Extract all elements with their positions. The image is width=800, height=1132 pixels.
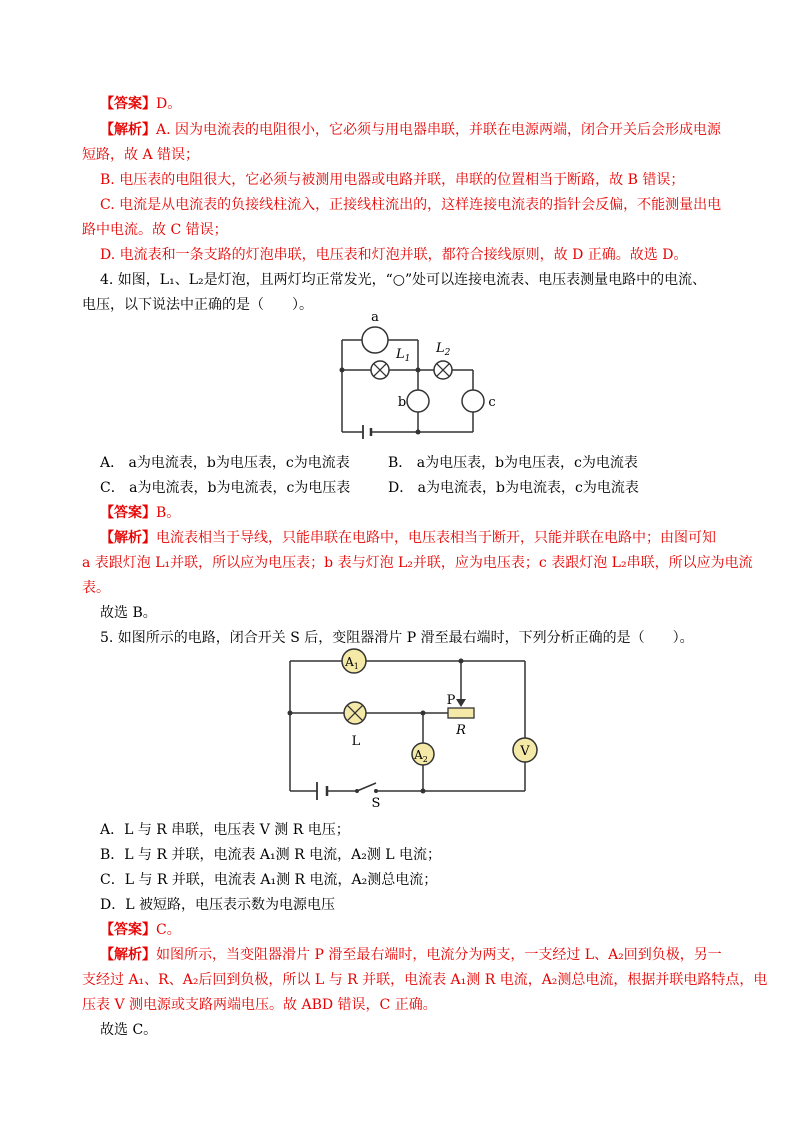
- q5-ammeter-a2-label: $A_2$: [414, 748, 428, 764]
- q4-lamp-l2: [434, 361, 452, 379]
- q5-ammeter-a1-label: $A_1$: [345, 655, 359, 671]
- q3-analysis-line-1: [100, 120, 721, 140]
- q5-voltmeter-label: V: [520, 744, 530, 759]
- q4-circuit-diagram: [330, 308, 530, 443]
- q4-meter-a-label: a: [371, 310, 379, 325]
- q5-option-d: D．L 被短路，电压表示数为电源电压: [100, 897, 335, 913]
- q5-rheostat-label: R: [456, 723, 466, 738]
- q4-analysis-tag: 【解析】: [100, 530, 156, 546]
- q3-analysis-line-6: D. 电流表和一条支路的灯泡串联，电压表和灯泡并联，都符合接线原则，故 D 正确。故选 D。: [100, 247, 688, 263]
- q5-analysis-tag: 【解析】: [100, 947, 156, 963]
- q4-meter-c-label: c: [488, 395, 496, 410]
- q5-lamp-label: L: [351, 734, 361, 749]
- q4-option-d: D． a为电流表，b为电流表，c为电流表: [388, 480, 639, 496]
- q4-answer: B。: [156, 505, 181, 521]
- q3-analysis-line-3: B. 电压表的电阻很大，它必须与被测用电器或电路并联，串联的位置相当于断路，故 B 错误；: [100, 172, 685, 188]
- q5-answer: C。: [156, 922, 181, 938]
- q5-conclusion: 故选 C。: [100, 1022, 158, 1038]
- q5-answer-line: [100, 920, 181, 940]
- q5-switch-label: S: [371, 796, 381, 811]
- q4-meter-b-label: b: [397, 395, 407, 410]
- q4-stem-line-2: 电压，以下说法中正确的是（ ）。: [82, 297, 313, 313]
- q4-option-a: A． a为电流表，b为电压表，c为电流表: [100, 455, 350, 471]
- q5-rheostat: [448, 708, 474, 718]
- q3-analysis-text-1: A. 因为电流表的电阻很小，它必须与用电器串联，并联在电源两端，闭合开关后会形成电源: [156, 122, 722, 138]
- q4-answer-line: [100, 503, 180, 523]
- q3-analysis-line-4: C. 电流是从电流表的负接线柱流入，正接线柱流出的，这样连接电流表的指针会反偏，不能测量出电: [100, 197, 722, 213]
- q5-stem: 5. 如图所示的电路，闭合开关 S 后，变阻器滑片 P 滑至最右端时，下列分析正确的是（ ）。: [100, 630, 694, 646]
- q5-analysis-line-3: 压表 V 测电源或支路两端电压。故 ABD 错误，C 正确。: [82, 997, 437, 1013]
- q5-analysis-line-1: [100, 945, 722, 965]
- q3-analysis-line-5: 路中电流。故 C 错误；: [82, 222, 228, 238]
- q5-option-c: C．L 与 R 并联，电流表 A₁测 R 电流，A₂测总电流；: [100, 872, 438, 888]
- q4-lamp-l1-label: $L_1$: [396, 347, 411, 364]
- q5-answer-tag: 【答案】: [100, 922, 156, 938]
- q4-lamp-l2-label: $L_2$: [436, 341, 451, 358]
- q4-stem-line-1: 4. 如图，L₁、L₂是灯泡，且两灯均正常发光，“○”处可以连接电流表、电压表测量电路中的电流、: [100, 272, 707, 288]
- q3-analysis-tag: 【解析】: [100, 122, 156, 138]
- q5-option-a: A．L 与 R 串联，电压表 V 测 R 电压；: [100, 822, 350, 838]
- q4-answer-tag: 【答案】: [100, 505, 156, 521]
- q3-answer: D。: [156, 96, 182, 112]
- q5-circuit-diagram: [280, 645, 540, 815]
- q5-lamp: [344, 702, 366, 724]
- q4-analysis-line-2: a 表跟灯泡 L₁并联，所以应为电压表；b 表与灯泡 L₂并联，应为电压表；c 表跟灯泡 L₂串联，所以应为电流: [82, 555, 753, 571]
- q4-analysis-line-1: [100, 528, 716, 548]
- q4-conclusion: 故选 B。: [100, 605, 157, 621]
- q5-analysis-line-2: 支经过 A₁、R、A₂后回到负极，所以 L 与 R 并联，电流表 A₁测 R 电流，A₂测总电流，根据并联电路特点，电: [82, 972, 768, 988]
- q5-slider-label: P: [446, 693, 456, 708]
- q4-lamp-l1: [371, 361, 389, 379]
- q5-option-b: B．L 与 R 并联，电流表 A₁测 R 电流，A₂测 L 电流；: [100, 847, 442, 863]
- q4-meter-c: [462, 390, 484, 412]
- q4-analysis-line-3: 表。: [82, 580, 110, 596]
- q3-answer-tag: 【答案】: [100, 96, 156, 112]
- q4-option-c: C． a为电流表，b为电流表，c为电压表: [100, 480, 351, 496]
- q4-analysis-text-1: 电流表相当于导线，只能串联在电路中，电压表相当于断开，只能并联在电路中；由图可知: [156, 530, 716, 546]
- q4-meter-a: [362, 327, 388, 353]
- q3-answer-line: [100, 94, 181, 114]
- q4-option-b: B． a为电压表，b为电压表，c为电流表: [388, 455, 638, 471]
- q5-analysis-text-1: 如图所示，当变阻器滑片 P 滑至最右端时，电流分为两支，一支经过 L、A₂回到负极，另一: [156, 947, 722, 963]
- q4-meter-b: [407, 390, 429, 412]
- q3-analysis-line-2: 短路，故 A 错误；: [82, 147, 200, 163]
